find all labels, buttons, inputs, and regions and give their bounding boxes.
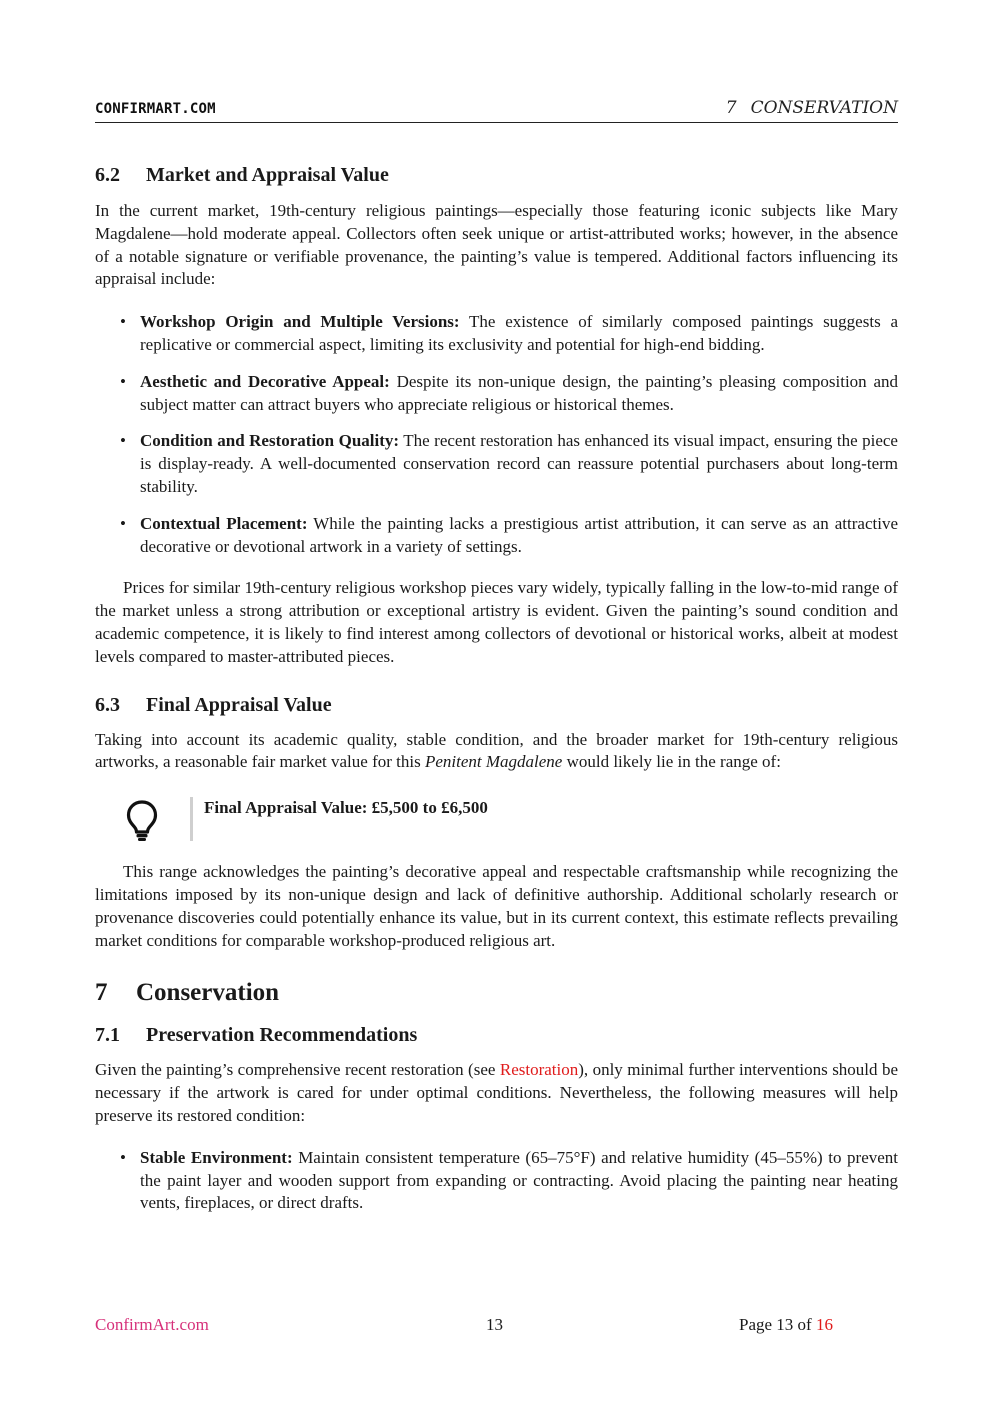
footer-page-label: Page 13 of (739, 1315, 816, 1334)
chapter-title: Conservation (136, 979, 280, 1007)
section-number: 6.2 (95, 164, 120, 186)
lightbulb-icon (125, 799, 159, 841)
list-item-term: Stable Environment: (140, 1147, 293, 1167)
list-item (95, 311, 898, 357)
paragraph-text: Taking into account its academic quality, stable condition, and the broader market for 19th-century religious artworks, a reasonable fair market value for this (95, 729, 898, 772)
section-title: Market and Appraisal Value (146, 164, 389, 186)
list-item-text: Maintain consistent temperature (65–75°F) and relative humidity (45–55%) to prevent the paint layer and wooden support from expanding or contracting. Avoid placing the painting near heating vents, fireplaces, or direct drafts. (140, 1147, 899, 1213)
section-heading-7-1 (95, 1021, 898, 1049)
paragraph-market-intro: In the current market, 19th-century religious paintings—especially those featuring iconic subjects like Mary Magdalene—hold moderate appeal. Collectors often seek unique or artist-attributed works; however, in the absence of a notable signature or verifiable provenance, the painting’s value is tempered. Additional factors influencing its appraisal include: (95, 201, 898, 289)
paragraph-preservation-intro (95, 1059, 898, 1127)
list-item-term: Aesthetic and Decorative Appeal: (140, 371, 390, 391)
list-item-text: The recent restoration has enhanced its visual impact, ensuring the piece is display-ready. A well-documented conservation record can reassure potential purchasers about long-term stability. (140, 431, 898, 496)
restoration-link[interactable]: Restoration (499, 1060, 579, 1080)
list-item (95, 513, 898, 559)
paragraph-final-closing: This range acknowledges the painting’s decorative appeal and respectable craftsmanship while recognizing the limitations imposed by its non-unique design and lack of definitive authorship. Additional scholarly research or provenance discoveries could potentially enhance its value, but in its current context, this estimate reflects prevailing market conditions for comparable workshop-produced religious art. (95, 862, 898, 950)
list-item-text: Despite its non-unique design, the painting’s pleasing composition and subject matter can attract buyers who appreciate religious or historical themes. (140, 371, 898, 414)
footer-page-count (739, 1315, 833, 1335)
running-section-title (726, 98, 898, 118)
section-title: Final Appraisal Value (146, 693, 332, 716)
preservation-measures-list (95, 1147, 898, 1215)
running-section-number: 7 (725, 98, 737, 118)
footer-page-number: 13 (486, 1315, 503, 1334)
final-appraisal-value: Final Appraisal Value: £5,500 to £6,500 (204, 798, 488, 818)
running-header (95, 98, 898, 123)
page-content (95, 158, 898, 1215)
appraisal-callout (95, 797, 898, 843)
appraisal-factors-list (95, 311, 898, 558)
running-section-label: CONSERVATION (750, 98, 898, 118)
list-item-term: Contextual Placement: (140, 513, 308, 533)
section-title: Preservation Recommendations (146, 1024, 418, 1047)
paragraph-text: Given the painting’s comprehensive recent restoration (see (95, 1060, 500, 1080)
list-item-term: Condition and Restoration Quality: (140, 431, 400, 451)
site-logo[interactable]: CONFIRMART.COM (95, 101, 216, 117)
paragraph-market-closing: Prices for similar 19th-century religious workshop pieces vary widely, typically falling in the low-to-mid range of the market unless a strong attribution or exceptional artistry is evident. Given the painting’s sound condition and academic competence, it is likely to find interest among collectors of devotional or historical works, albeit at modest levels compared to master-attributed pieces. (95, 578, 898, 666)
list-item (95, 371, 898, 417)
list-item-text: The existence of similarly composed paintings suggests a replicative or commercial aspect, limiting its exclusivity and potential for high-end bidding. (140, 312, 898, 354)
section-number: 7.1 (95, 1024, 120, 1047)
footer-total-pages-link[interactable]: 16 (815, 1315, 833, 1334)
footer-site-link[interactable]: ConfirmArt.com (95, 1315, 209, 1334)
section-heading-6-2 (95, 161, 898, 189)
chapter-heading-7 (95, 977, 898, 1009)
paragraph-final-intro (95, 729, 898, 775)
list-item (95, 1147, 898, 1215)
callout-divider (190, 797, 193, 841)
list-item-term: Workshop Origin and Multiple Versions: (140, 312, 460, 332)
paragraph-text: ), only minimal further interventions should be necessary if the artwork is cared for under optimal conditions. Nevertheless, the following measures will help preserve its restored condition: (95, 1060, 899, 1125)
list-item-text: While the painting lacks a prestigious artist attribution, it can serve as an attractive decorative or devotional artwork in a variety of settings. (140, 513, 898, 556)
list-item (95, 430, 898, 498)
chapter-number: 7 (95, 979, 108, 1007)
paragraph-text: would likely lie in the range of: (562, 752, 781, 772)
section-number: 6.3 (95, 693, 120, 716)
artwork-title: Penitent Magdalene (424, 752, 563, 772)
section-heading-6-3 (95, 691, 898, 719)
